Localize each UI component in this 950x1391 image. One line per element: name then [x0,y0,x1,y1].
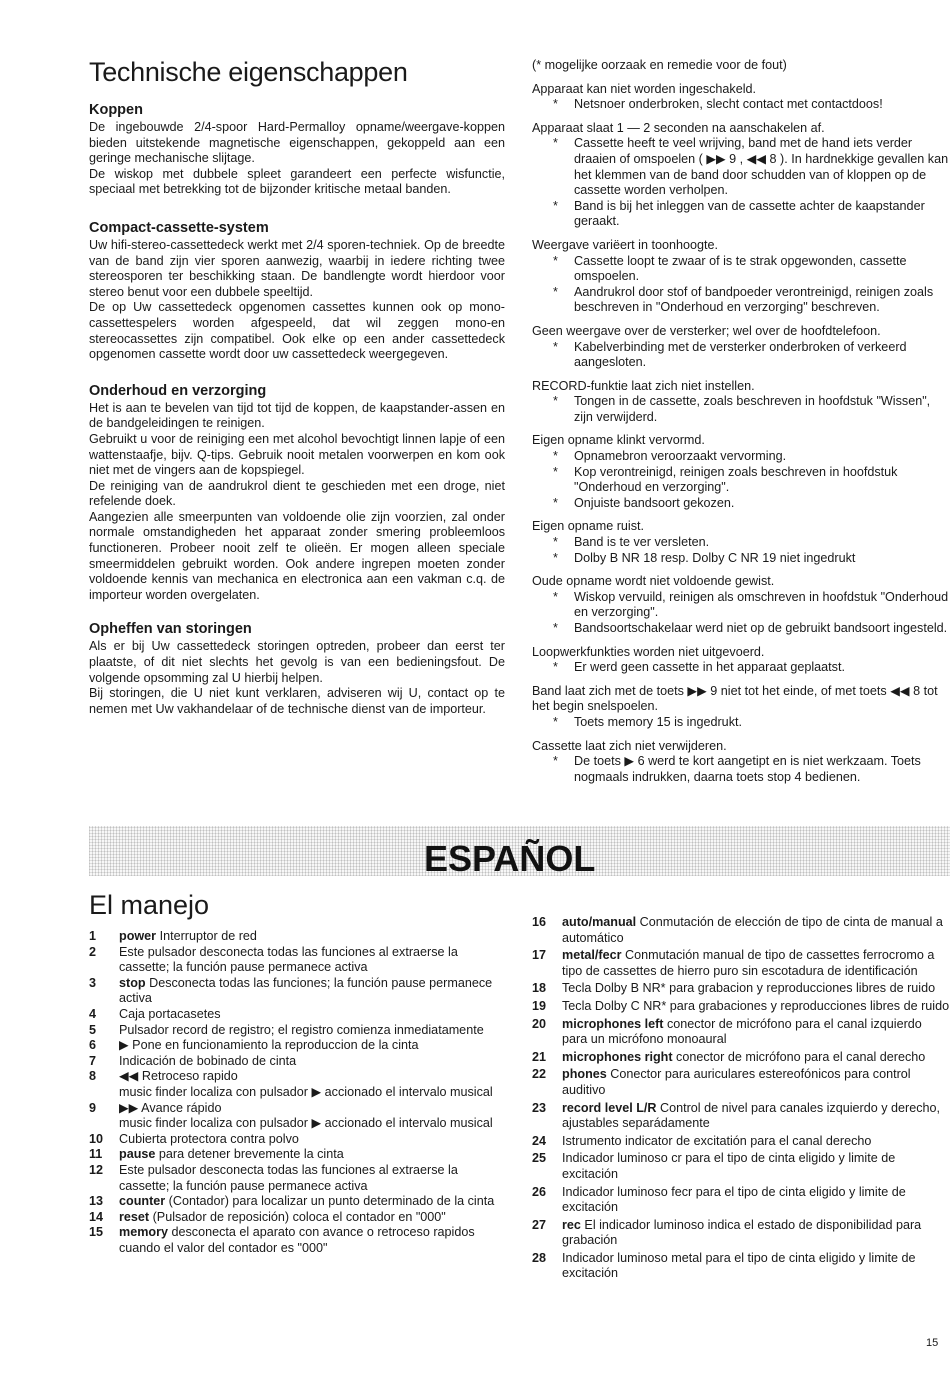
fault-cause-text: Aandrukrol door stof of bandpoeder verontreinigd, reinigen zoals beschreven in "Onderhoud en verzorging" beschreven. [574,284,934,315]
paragraph: Bij storingen, die U niet kunt verklaren, adviseren wij U, contact op te nemen met Uw vakhandelaar of de technische dienst van de importeur. [89,686,505,716]
control-description: El indicador luminoso indica el estado de disponibilidad para grabación [562,1217,922,1248]
control-number: 6 [89,1038,97,1053]
fault-cause [532,496,950,512]
fault-cause-text: Wiskop vervuild, reinigen als omschreven in hoofdstuk "Onderhoud en verzorging". [574,589,949,620]
fault-cause-text: Kabelverbinding met de versterker onderbroken of verkeerd aangesloten. [574,339,907,370]
control-number: 1 [89,929,97,943]
control-item [532,1050,950,1066]
spanish-control-list-left [89,929,509,1256]
asterisk-icon: * [553,660,558,675]
control-number: 19 [532,998,547,1013]
control-description: Este pulsador desconecta todas las funciones al extraerse la cassette; la función pause permanece activa [119,1162,458,1193]
asterisk-icon: * [553,714,558,729]
fault-cause-text: Band is bij het inleggen van de cassette achter de kaapstander geraakt. [574,198,925,229]
section-heading-onderhoud: Onderhoud en verzorging [89,382,267,399]
control-item [532,1101,950,1132]
control-item [89,1023,509,1039]
troubleshooting-intro: (* mogelijke oorzaak en remedie voor de fout) [532,58,787,72]
asterisk-icon: * [553,589,558,604]
control-number: 11 [89,1147,103,1162]
control-name: pause [119,1147,156,1162]
control-item [89,1194,509,1210]
asterisk-icon: * [553,284,558,299]
control-number: 3 [89,975,97,990]
control-item [89,1101,509,1132]
control-number: 2 [89,944,97,959]
control-name: rec [562,1217,581,1232]
control-number: 14 [89,1209,104,1224]
control-name: counter [119,1194,166,1209]
section-heading-compact-cassette: Compact-cassette-system [89,219,269,236]
asterisk-icon: * [553,754,558,769]
fault-cause [532,535,950,551]
fault-problem: Oude opname wordt niet voldoende gewist. [532,574,775,589]
control-number: 24 [532,1133,547,1148]
fault-problem: Geen weergave over de versterker; wel over de hoofdtelefoon. [532,323,881,338]
control-name: microphones right [562,1049,673,1064]
asterisk-icon: * [553,198,558,213]
fault-problem: Band laat zich met de toets ▶▶ 9 niet tot het einde, of met toets ◀◀ 8 tot het begin snelspoelen. [532,683,938,714]
control-number: 15 [89,1225,104,1240]
control-description: Istrumento indicator de excitatión para el canal derecho [562,1133,872,1148]
page-number: 15 [926,1337,939,1349]
control-description: ▶▶ Avance rápido music finder localiza con pulsador ▶ accionado el intervalo musical [119,1100,493,1131]
control-item [89,976,509,1007]
control-name: stop [119,975,146,990]
fault-problem: Apparaat slaat 1 — 2 seconden na aanschakelen af. [532,120,825,135]
fault-cause [532,590,950,621]
control-name: power [119,929,157,943]
control-description: Tecla Dolby C NR* para grabaciones y reproducciones libres de ruido [562,998,950,1013]
control-number: 5 [89,1022,97,1037]
fault-cause-text: Cassette loopt te zwaar of is te strak opgewonden, cassette omspoelen. [574,253,907,284]
control-description: Conector para auriculares estereofónicos para control auditivo [562,1067,911,1097]
control-item [89,945,509,976]
control-item [532,1067,950,1098]
control-item [532,1151,950,1182]
control-number: 12 [89,1162,104,1177]
control-item [89,1147,509,1163]
fault-cause [532,394,950,425]
control-description: (Pulsador de reposición) coloca el contador en "000" [149,1209,446,1224]
fault-cause [532,449,950,465]
paragraph: Aangezien alle smeerpunten van voldoende olie zijn voorzien, zal onder normale omstandigheden het apparaat zonder smering probleemloos functioneren. Probeer nooit zelf te olieën. Er mogen alleen speciale smeermiddelen gebruikt worden. Ook andere ingrepen moeten zonder voldoende kennis van mechanica en electronica aan een vakman c.q. de importeur worden overgelaten. [89,509,505,602]
control-item [532,981,950,997]
control-number: 22 [532,1067,547,1082]
control-number: 4 [89,1006,97,1021]
control-name: phones [562,1067,607,1082]
fault-problem: Cassette laat zich niet verwijderen. [532,738,727,753]
control-description: Cubierta protectora contra polvo [119,1131,299,1146]
fault-cause-text: Opnamebron veroorzaakt vervorming. [574,449,787,464]
asterisk-icon: * [553,136,558,151]
control-description: Este pulsador desconecta todas las funciones al extraerse la cassette; la función pause permanece activa [119,944,458,975]
fault-cause-text: Cassette heeft te veel wrijving, band met de hand iets verder draaien of omspoelen ( ▶▶ 9 , ◀◀ 8 ). In hardnekkige gevallen kan het klemmen van de band door schudden van of kloppen op de cassette worden verholpen. [574,136,949,198]
control-item [89,1054,509,1070]
control-description: ▶ Pone en funcionamiento la reproduccion de la cinta [119,1038,419,1053]
fault-problem: Eigen opname klinkt vervormd. [532,433,705,448]
fault-cause-text: Toets memory 15 is ingedrukt. [574,714,742,729]
paragraph: De op Uw cassettedeck opgenomen cassettes kunnen ook op mono-cassettespelers worden afgespeeld, dat wil zeggen mono-en stereocassettes zijn compatibel. Ook elke op een ander cassettedeck opgenomen cassette wordt door uw cassettedeck weergegeven. [89,300,505,362]
asterisk-icon: * [553,535,558,550]
control-number: 28 [532,1250,547,1265]
control-item [89,1038,509,1054]
fault-cause [532,136,950,198]
control-description: Tecla Dolby B NR* para grabacion y reproducciones libres de ruido [562,981,936,996]
control-number: 26 [532,1184,547,1199]
fault-cause-text: Bandsoortschakelaar werd niet op de gebruikt bandsoort ingesteld. [574,621,948,635]
asterisk-icon: * [553,253,558,268]
control-item [532,1251,950,1282]
fault-cause [532,715,950,731]
control-description: Indicador luminoso cr para el tipo de cinta eligido y limite de excitación [562,1151,896,1181]
fault-cause [532,551,950,567]
troubleshooting-column [532,58,950,785]
control-number: 8 [89,1069,97,1084]
fault-cause-text: De toets ▶ 6 werd te kort aangetipt en is niet werkzaam. Toets nogmaals indrukken, daarna toets stop 4 bedienen. [574,754,921,784]
paragraph: Uw hifi-stereo-cassettedeck werkt met 2/4 sporen-techniek. Op de breedte van de band zijn vier sporen aanwezig, waarbij in iedere richting twee stereosporen ter beschikking staan. De bandlengte wordt hierdoor voor stereo benut voor een dubbele speeltijd. [89,237,505,299]
control-name: memory [119,1225,168,1240]
control-number: 16 [532,915,547,929]
asterisk-icon: * [553,550,558,565]
control-number: 23 [532,1100,547,1115]
fault-cause [532,621,950,637]
asterisk-icon: * [553,495,558,510]
control-description: conector de micrófono para el canal derecho [672,1049,926,1064]
control-description: Conmutación de elección de tipo de cinta de manual a automático [562,915,943,945]
control-number: 13 [89,1194,104,1209]
section-heading-koppen: Koppen [89,102,143,118]
control-name: auto/manual [562,915,637,929]
control-item [532,1017,950,1048]
control-name: record level L/R [562,1100,657,1115]
paragraph: Het is aan te bevelen van tijd tot tijd de koppen, de kaapstander-assen en de bandgeleidingen te reinigen. [89,400,505,431]
control-item [532,915,950,946]
control-item [89,1007,509,1023]
fault-problem: Loopwerkfunkties worden niet uitgevoerd. [532,644,765,659]
control-description: desconecta el aparato con avance o retroceso rapidos cuando el valor del contador es "000" [119,1225,475,1255]
fault-cause [532,754,950,785]
control-description: Indicación de bobinado de cinta [119,1053,297,1068]
control-item [89,929,509,945]
paragraph: Als er bij Uw cassettedeck storingen optreden, probeer dan eerst ter plaatste, of dit niet slechts het gevolg is van een bedieningsfout. De volgende opsomming zal U hierbij helpen. [89,639,505,685]
fault-cause-text: Kop verontreinigd, reinigen zoals beschreven in hoofdstuk "Onderhoud en verzorging". [574,464,898,495]
control-item [532,1218,950,1249]
spanish-title: El manejo [89,890,210,920]
paragraph: Gebruikt u voor de reiniging een met alcohol bevochtigt linnen lapje of een wattenstaafje, bijv. Q-tips. Gebruik nooit metalen voorwerpen en kom ook niet met de vingers aan de kopspiegel. [89,431,505,478]
asterisk-icon: * [553,464,558,479]
fault-cause-text: Er werd geen cassette in het apparaat geplaatst. [574,660,845,675]
control-description: Indicador luminoso fecr para el tipo de cinta eligido y limite de excitación [562,1184,906,1215]
control-name: microphones left [562,1016,664,1031]
dutch-technical-column [89,56,505,717]
control-number: 7 [89,1053,97,1068]
paragraph: De ingebouwde 2/4-spoor Hard-Permalloy opname/weergave-koppen bieden uitstekende magnetische eigenschappen, gekoppeld aan een geringe mechanische slijtage. [89,120,505,166]
fault-problem: Eigen opname ruist. [532,519,645,534]
control-number: 18 [532,981,547,996]
fault-problem: RECORD-funktie laat zich niet instellen. [532,378,755,393]
control-item [532,1134,950,1150]
fault-cause [532,254,950,285]
control-item [89,1163,509,1194]
control-number: 27 [532,1217,547,1232]
fault-cause-text: Netsnoer onderbroken, slecht contact met contactdoos! [574,97,883,112]
fault-cause-text: Dolby B NR 18 resp. Dolby C NR 19 niet ingedrukt [574,550,856,565]
control-number: 9 [89,1100,97,1115]
control-description: Caja portacasetes [119,1006,221,1021]
fault-cause-text: Band is te ver versleten. [574,535,710,550]
control-description: ◀◀ Retroceso rapido music finder localiza con pulsador ▶ accionado el intervalo musical [119,1069,493,1099]
fault-cause [532,199,950,230]
fault-cause [532,97,950,113]
control-description: Interruptor de red [156,929,257,943]
asterisk-icon: * [553,394,558,409]
control-number: 17 [532,948,547,963]
control-description: Conmutación manual de tipo de cassettes ferrocromo a tipo de cassettes de hierro puro sin escotadura de identificación [562,948,935,978]
control-item [532,1185,950,1216]
fault-problem: Apparaat kan niet worden ingeschakeld. [532,81,757,96]
control-item [89,1069,509,1100]
fault-cause [532,660,950,676]
fault-cause-text: Tongen in de cassette, zoals beschreven in hoofdstuk "Wissen", zijn verwijderd. [574,394,931,424]
control-number: 20 [532,1016,547,1031]
fault-cause-text: Onjuiste bandsoort gekozen. [574,495,735,510]
page-title: Technische eigenschappen [89,57,408,87]
control-item [89,1132,509,1148]
control-name: metal/fecr [562,948,622,963]
fault-cause [532,285,950,316]
fault-cause [532,340,950,371]
control-number: 21 [532,1049,547,1064]
control-description: Indicador luminoso metal para el tipo de cinta eligido y limite de excitación [562,1250,916,1281]
control-item [532,999,950,1015]
control-description: para detener brevemente la cinta [155,1147,344,1162]
fault-list [532,82,950,786]
asterisk-icon: * [553,97,558,112]
control-item [89,1210,509,1226]
control-description: conector de micrófono para el canal izquierdo para un micrófono monoaural [562,1016,922,1047]
paragraph: De wiskop met dubbele spleet garandeert een perfecte wisfunctie, speciaal met betrekking tot de bijzonder kritische metaal banden. [89,166,505,197]
control-description: Desconecta todas las funciones; la función pause permanece activa [119,975,493,1006]
spanish-control-list-right [532,915,950,1284]
control-item [89,1225,509,1256]
control-description: (Contador) para localizar un punto determinado de la cinta [165,1194,495,1209]
control-name: reset [119,1209,150,1224]
section-heading-storingen: Opheffen van storingen [89,621,252,638]
fault-problem: Weergave variëert in toonhoogte. [532,237,718,252]
control-description: Control de nivel para canales izquierdo y derecho, ajustables separádamente [562,1100,941,1131]
asterisk-icon: * [553,339,558,354]
paragraph: De reiniging van de aandrukrol dient te geschieden met een droge, niet refelende doek. [89,478,505,509]
control-item [532,948,950,979]
control-number: 10 [89,1131,104,1146]
control-description: Pulsador record de registro; el registro comienza inmediatamente [119,1022,484,1037]
fault-cause [532,465,950,496]
asterisk-icon: * [553,621,558,635]
asterisk-icon: * [553,449,558,464]
control-number: 25 [532,1151,547,1166]
language-banner-title: ESPAÑOL [424,838,596,879]
